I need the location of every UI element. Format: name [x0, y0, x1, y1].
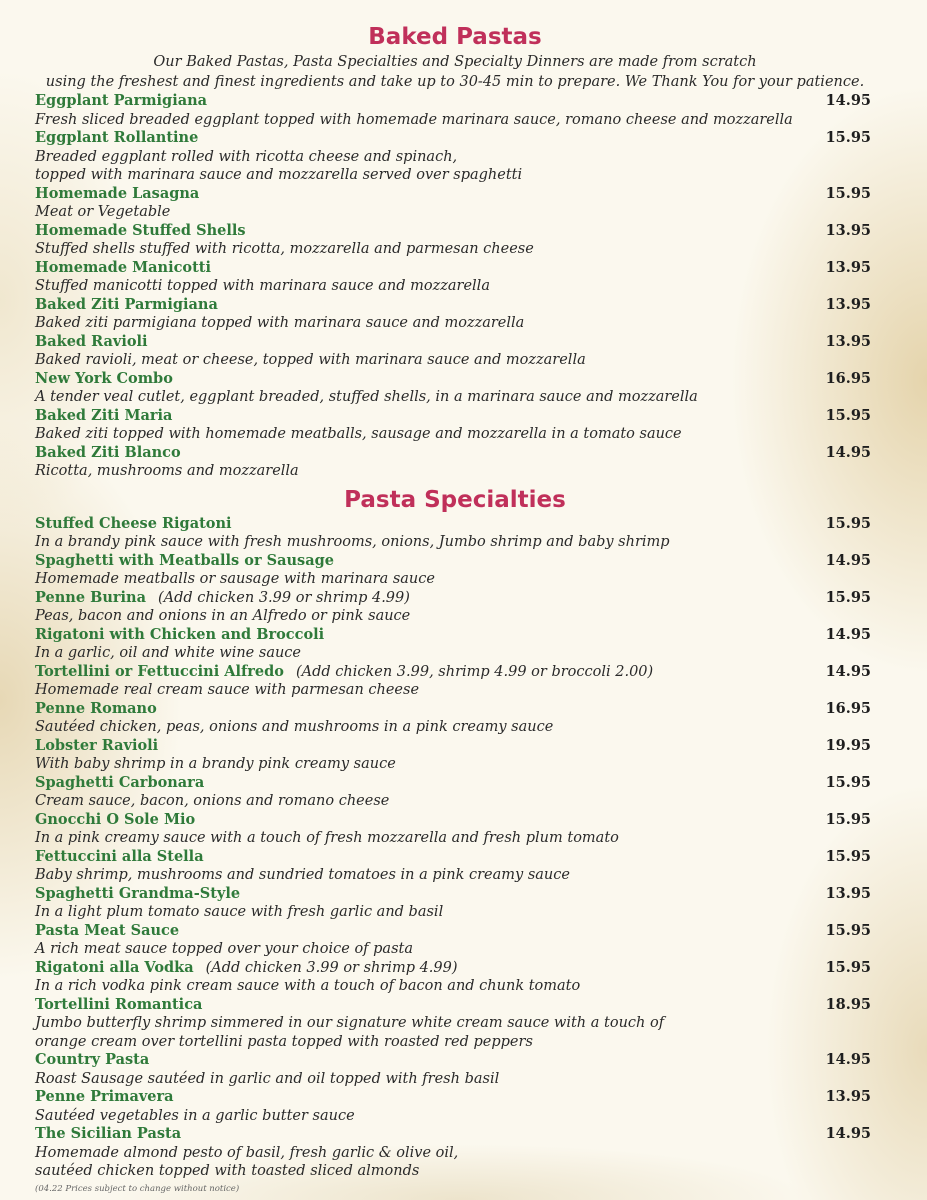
menu-item — [35, 92, 875, 129]
menu-item — [35, 129, 875, 185]
menu-item — [35, 1088, 875, 1125]
item-description: Fresh sliced breaded eggplant topped with homemade marinara sauce, romano cheese and mozzarella — [35, 111, 793, 128]
item-description: Peas, bacon and onions in an Alfredo or pink sauce — [35, 608, 411, 624]
menu-item — [35, 700, 875, 737]
menu-item — [35, 885, 875, 922]
item-price: 15.95 — [825, 847, 871, 865]
item-description: Stuffed manicotti topped with marinara sauce and mozzarella — [35, 278, 490, 294]
menu-item — [35, 552, 875, 589]
menu-item — [35, 296, 875, 333]
menu-item — [35, 1051, 875, 1088]
item-name-line — [35, 92, 875, 111]
item-description: Baked ziti parmigiana topped with marinara sauce and mozzarella — [35, 315, 525, 331]
item-name: Spaghetti with Meatballs or Sausage — [35, 551, 334, 569]
item-description: Cream sauce, bacon, onions and romano cheese — [35, 793, 390, 809]
item-name: Eggplant Rollantine — [35, 129, 199, 146]
menu-item — [35, 407, 875, 444]
item-name: Homemade Lasagna — [35, 184, 200, 202]
item-name: Penne Romano — [35, 699, 157, 717]
item-description: A tender veal cutlet, eggplant breaded, stuffed shells, in a marinara sauce and mozzarella — [35, 389, 698, 405]
item-price: 13.95 — [825, 332, 871, 350]
menu-item — [35, 959, 875, 996]
item-name: Tortellini or Fettuccini Alfredo — [35, 662, 284, 680]
item-price: 15.95 — [825, 184, 871, 202]
item-description: In a light plum tomato sauce with fresh garlic and basil — [35, 904, 444, 920]
item-description: Sautéed vegetables in a garlic butter sauce — [35, 1107, 355, 1124]
item-name-line — [35, 848, 875, 867]
intro-line-2: using the freshest and finest ingredients and take up to 30-45 min to prepare. We Thank You for your patience. — [45, 74, 865, 90]
item-description: Homemade almond pesto of basil, fresh garlic & olive oil, — [35, 1144, 459, 1161]
item-name-line — [35, 626, 875, 645]
menu-item — [35, 996, 875, 1052]
item-price: 18.95 — [825, 995, 871, 1013]
item-description-cont: orange cream over tortellini pasta topped with roasted red peppers — [35, 1033, 533, 1050]
item-price: 15.95 — [825, 810, 871, 828]
menu-item — [35, 333, 875, 370]
item-name-line — [35, 922, 875, 941]
item-description: Ricotta, mushrooms and mozzarella — [35, 463, 299, 479]
item-price: 14.95 — [825, 662, 871, 680]
item-description: Homemade real cream sauce with parmesan cheese — [35, 682, 420, 698]
item-price: 14.95 — [825, 625, 871, 643]
item-description: Roast Sausage sautéed in garlic and oil topped with fresh basil — [35, 1070, 500, 1087]
item-name: Rigatoni alla Vodka — [35, 958, 194, 976]
item-name-line — [35, 296, 875, 315]
item-name: Stuffed Cheese Rigatoni — [35, 514, 232, 532]
item-name: Homemade Stuffed Shells — [35, 221, 246, 239]
item-name-line — [35, 700, 875, 719]
menu-item — [35, 922, 875, 959]
item-name: Baked Ziti Blanco — [35, 443, 181, 461]
item-description: In a rich vodka pink cream sauce with a touch of bacon and chunk tomato — [35, 978, 581, 994]
item-price: 13.95 — [825, 1088, 871, 1105]
baked-pastas-list — [35, 92, 875, 481]
item-addon-note: (Add chicken 3.99, shrimp 4.99 or broccoli 2.00) — [295, 663, 654, 680]
menu-item — [35, 222, 875, 259]
item-price: 16.95 — [825, 699, 871, 717]
item-name-line — [35, 552, 875, 571]
item-addon-note: (Add chicken 3.99 or shrimp 4.99) — [157, 589, 410, 606]
item-price: 14.95 — [825, 1125, 871, 1142]
item-price: 19.95 — [825, 736, 871, 754]
item-name: Lobster Ravioli — [35, 736, 159, 754]
item-name: Spaghetti Grandma-Style — [35, 884, 241, 902]
menu-item — [35, 444, 875, 481]
item-addon-note: (Add chicken 3.99 or shrimp 4.99) — [205, 959, 458, 976]
item-name-line — [35, 737, 875, 756]
item-description: With baby shrimp in a brandy pink creamy sauce — [35, 756, 396, 772]
pasta-specialties-heading: Pasta Specialties — [344, 486, 566, 513]
item-name: Eggplant Parmigiana — [35, 92, 208, 109]
item-name: Baked Ziti Maria — [35, 406, 173, 424]
item-price: 14.95 — [825, 551, 871, 569]
menu-item — [35, 589, 875, 626]
item-name-line — [35, 1125, 875, 1144]
item-price: 16.95 — [825, 369, 871, 387]
item-name-line — [35, 885, 875, 904]
item-description: In a garlic, oil and white wine sauce — [35, 645, 301, 661]
baked-pastas-heading: Baked Pastas — [368, 24, 542, 50]
item-description: Baked ravioli, meat or cheese, topped with marinara sauce and mozzarella — [35, 352, 586, 368]
item-description: In a pink creamy sauce with a touch of fresh mozzarella and fresh plum tomato — [35, 830, 619, 846]
item-name: Pasta Meat Sauce — [35, 921, 180, 939]
item-price: 13.95 — [825, 258, 871, 276]
item-description: Baby shrimp, mushrooms and sundried tomatoes in a pink creamy sauce — [35, 867, 570, 883]
item-price: 15.95 — [825, 514, 871, 532]
item-name-line — [35, 370, 875, 389]
item-name: Penne Burina — [35, 588, 146, 606]
item-name-line — [35, 185, 875, 204]
item-name-line — [35, 1051, 875, 1070]
intro-line-1: Our Baked Pastas, Pasta Specialties and Specialty Dinners are made from scratch — [153, 54, 757, 70]
item-price: 15.95 — [825, 588, 871, 606]
item-name: Country Pasta — [35, 1051, 150, 1068]
item-price: 14.95 — [825, 443, 871, 461]
item-name-line — [35, 444, 875, 463]
item-name-line — [35, 996, 875, 1015]
item-price: 15.95 — [825, 773, 871, 791]
item-description: Baked ziti topped with homemade meatballs, sausage and mozzarella in a tomato sauce — [35, 426, 682, 442]
price-footnote: (04.22 Prices subject to change without notice) — [35, 1183, 240, 1194]
item-name-line — [35, 259, 875, 278]
item-description: A rich meat sauce topped over your choice of pasta — [35, 941, 413, 957]
menu-item — [35, 259, 875, 296]
item-description-cont: sautéed chicken topped with toasted sliced almonds — [35, 1163, 420, 1179]
item-name: Gnocchi O Sole Mio — [35, 810, 196, 828]
item-name-line — [35, 589, 875, 608]
item-name-line — [35, 515, 875, 534]
menu-item — [35, 848, 875, 885]
item-price: 13.95 — [825, 221, 871, 239]
item-price: 13.95 — [825, 295, 871, 313]
item-name-line — [35, 959, 875, 978]
menu-item — [35, 626, 875, 663]
pasta-specialties-list — [35, 515, 875, 1181]
item-description: In a brandy pink sauce with fresh mushrooms, onions, Jumbo shrimp and baby shrimp — [35, 534, 670, 550]
item-name-line — [35, 811, 875, 830]
item-price: 15.95 — [825, 958, 871, 976]
menu-item — [35, 515, 875, 552]
item-description: Stuffed shells stuffed with ricotta, mozzarella and parmesan cheese — [35, 241, 534, 257]
item-name: Rigatoni with Chicken and Broccoli — [35, 625, 325, 643]
item-description: Homemade meatballs or sausage with marinara sauce — [35, 571, 435, 587]
item-name: Fettuccini alla Stella — [35, 847, 204, 865]
item-name: Tortellini Romantica — [35, 995, 203, 1013]
item-name-line — [35, 333, 875, 352]
menu-item — [35, 185, 875, 222]
menu-item — [35, 737, 875, 774]
menu-item — [35, 370, 875, 407]
item-name-line — [35, 663, 875, 682]
item-description: Sautéed chicken, peas, onions and mushrooms in a pink creamy sauce — [35, 719, 554, 735]
item-name: Homemade Manicotti — [35, 258, 211, 276]
item-price: 13.95 — [825, 884, 871, 902]
item-name: Spaghetti Carbonara — [35, 773, 205, 791]
menu-item — [35, 1125, 875, 1181]
item-name-line — [35, 1088, 875, 1107]
menu-item — [35, 663, 875, 700]
item-name-line — [35, 774, 875, 793]
item-description: Jumbo butterfly shrimp simmered in our signature white cream sauce with a touch of — [35, 1015, 665, 1031]
item-price: 15.95 — [825, 406, 871, 424]
item-name: Baked Ziti Parmigiana — [35, 295, 218, 313]
item-name-line — [35, 407, 875, 426]
menu-page — [35, 22, 875, 1195]
item-name: Penne Primavera — [35, 1088, 174, 1105]
item-description: Breaded eggplant rolled with ricotta cheese and spinach, — [35, 148, 458, 165]
item-name-line — [35, 129, 875, 148]
item-price: 15.95 — [825, 129, 871, 146]
item-description: Meat or Vegetable — [35, 204, 171, 220]
item-price: 14.95 — [825, 1051, 871, 1068]
item-name: The Sicilian Pasta — [35, 1125, 182, 1142]
item-name: Baked Ravioli — [35, 332, 148, 350]
item-name: New York Combo — [35, 369, 173, 387]
item-price: 15.95 — [825, 921, 871, 939]
menu-item — [35, 811, 875, 848]
item-price: 14.95 — [825, 92, 871, 109]
menu-item — [35, 774, 875, 811]
item-description-cont: topped with marinara sauce and mozzarella served over spaghetti — [35, 167, 523, 183]
item-name-line — [35, 222, 875, 241]
